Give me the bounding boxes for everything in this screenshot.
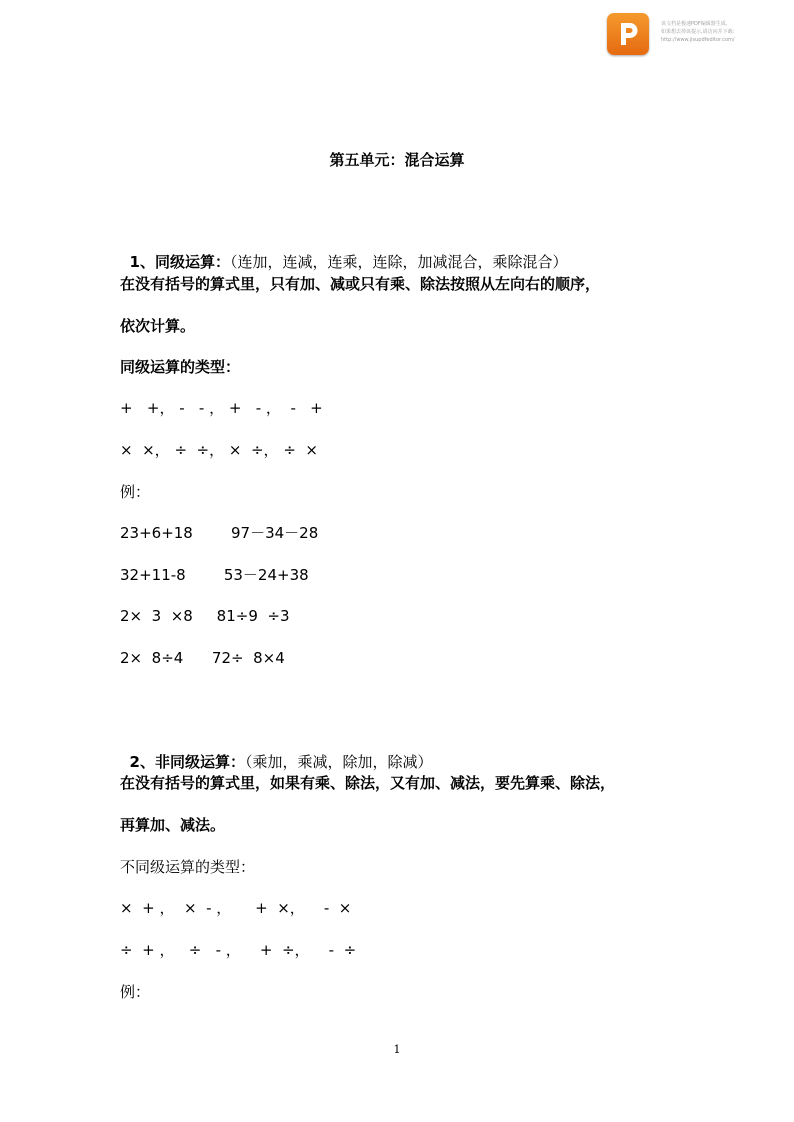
section1-example-3: 2× 3 ×8 81÷9 ÷3 (120, 607, 290, 625)
pdf-logo-icon (607, 13, 649, 55)
section2-heading-row (120, 732, 433, 772)
section2-types-row1: × + ， × - ， + ×， - × (120, 899, 352, 917)
page-title: 第五单元：混合运算 (329, 151, 465, 169)
watermark-text (661, 20, 791, 44)
section1-heading: 1、同级运算： (129, 253, 230, 271)
section2-rule-line1: 在没有括号的算式里，如果有乘、除法，又有加、减法，要先算乘、除法， (120, 774, 616, 792)
page-number: 1 (393, 1043, 401, 1056)
section1-heading-note: （连加，连减，连乘，连除，加减混合，乘除混合） (230, 253, 568, 271)
watermark-line-2: 如果想去掉该提示,请访问并下载: (661, 29, 735, 35)
section2-example-label: 例： (120, 983, 151, 1001)
section1-rule-line1: 在没有括号的算式里，只有加、减或只有乘、除法按照从左向右的顺序， (120, 275, 601, 293)
section1-example-4: 2× 8÷4 72÷ 8×4 (120, 649, 285, 667)
section1-types-row1: + +， - - ， + - ， - + (120, 399, 323, 417)
section1-example-2: 32+11-8 53－24+38 (120, 566, 309, 584)
section1-types-label: 同级运算的类型： (120, 358, 241, 376)
p-letter-icon (607, 13, 649, 55)
section1-example-label: 例： (120, 483, 151, 501)
section2-heading-note: （乘加，乘减，除加，除减） (245, 753, 433, 771)
section1-heading-row (120, 232, 568, 272)
section2-types-label: 不同级运算的类型： (120, 858, 256, 876)
section2-types-row2: ÷ + ， ÷ - ， + ÷， - ÷ (120, 941, 357, 959)
watermark-line-1: 该文档是极速PDF编辑器生成, (661, 21, 728, 27)
watermark-line-3: http://www.jisupdfeditor.com/ (661, 37, 735, 43)
section1-rule-line2: 依次计算。 (120, 317, 196, 335)
section1-types-row2: × ×， ÷ ÷， × ÷， ÷ × (120, 441, 318, 459)
section1-example-1: 23+6+18 97－34－28 (120, 524, 319, 542)
section2-rule-line2: 再算加、减法。 (120, 816, 226, 834)
section2-heading: 2、非同级运算： (129, 753, 245, 771)
